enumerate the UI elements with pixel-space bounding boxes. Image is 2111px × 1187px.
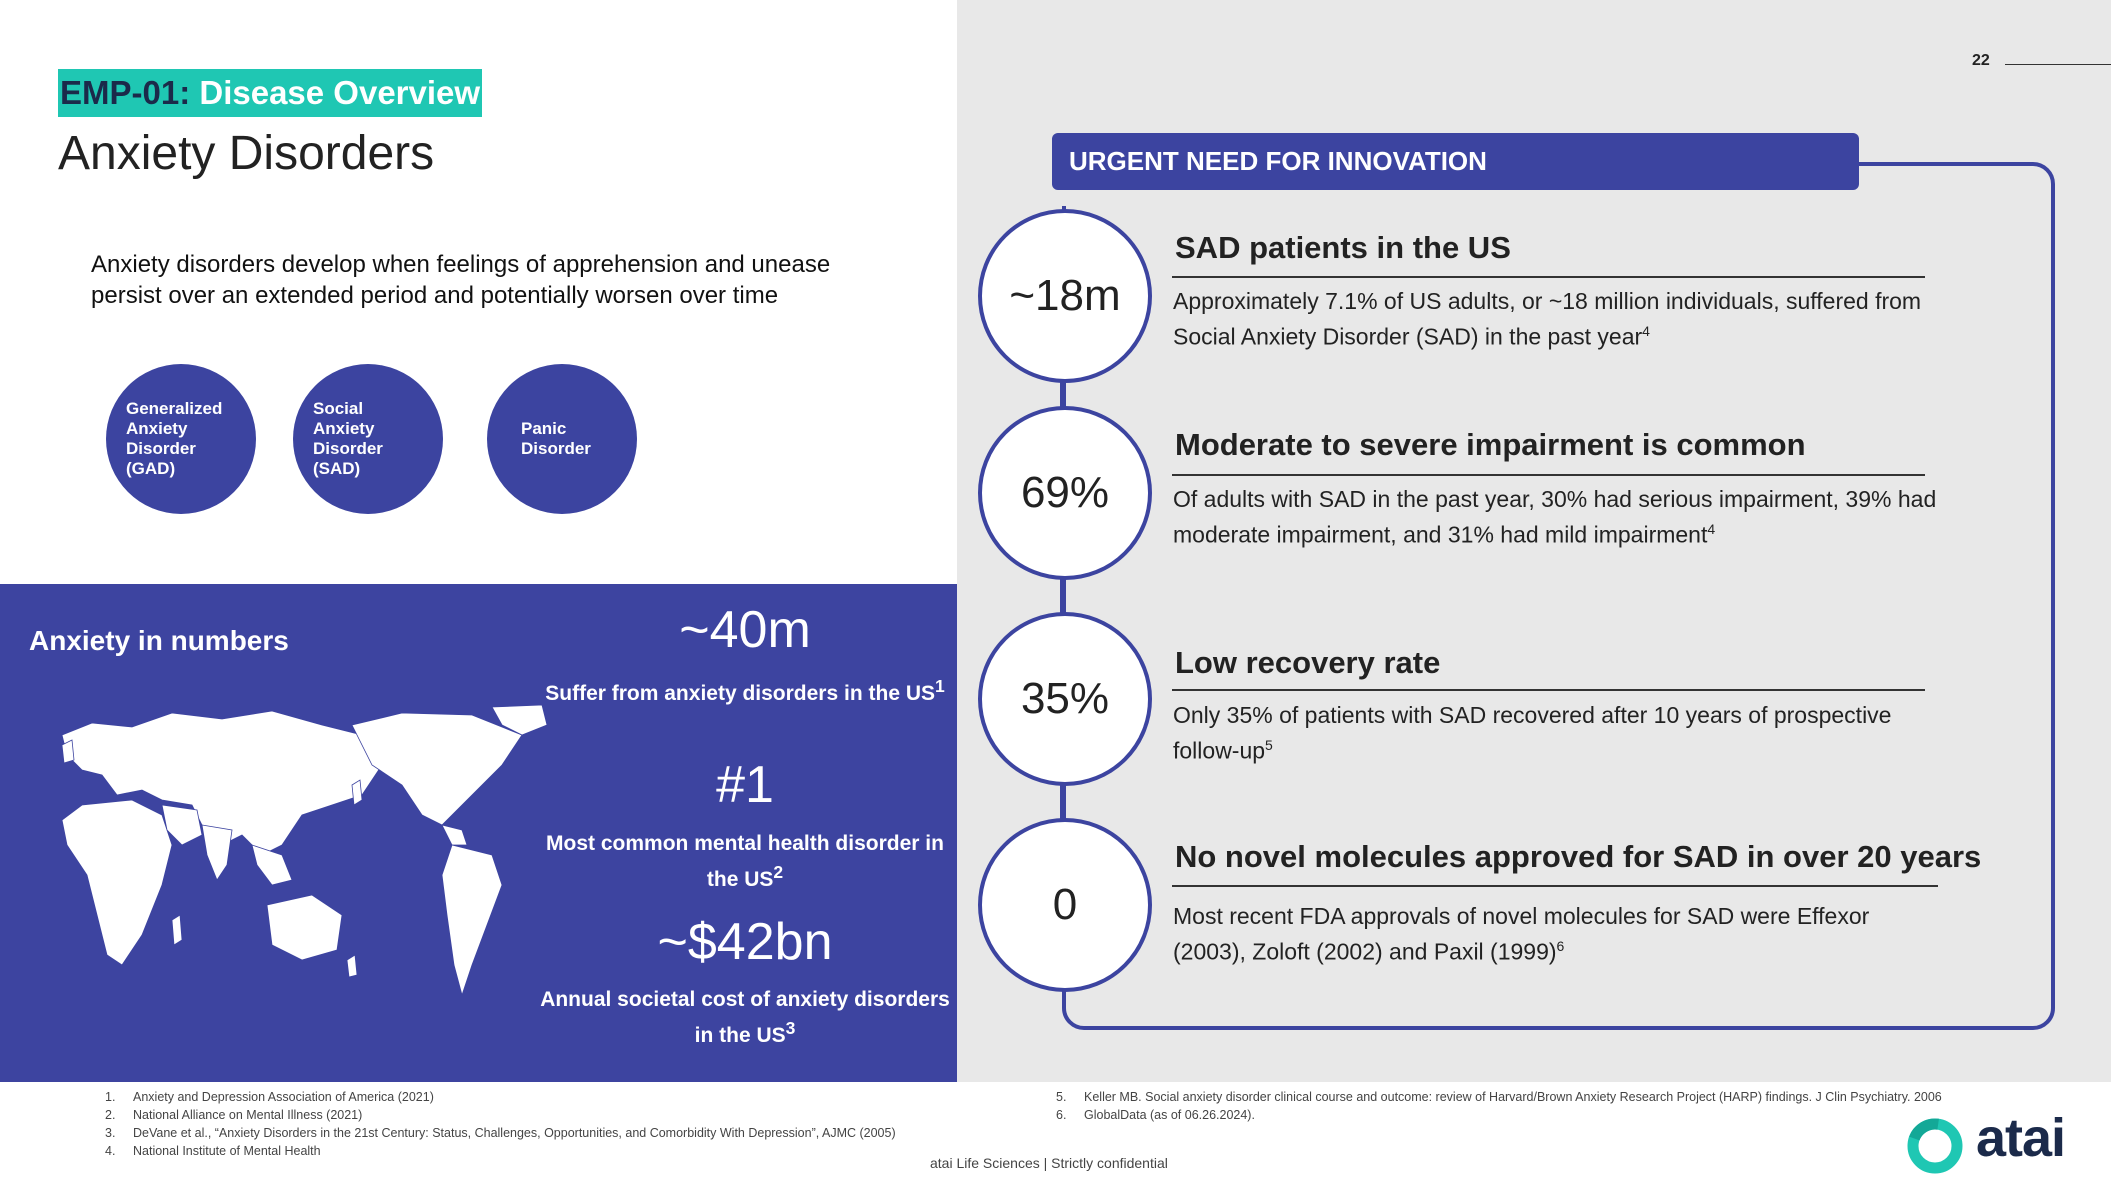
stat-value-rank: #1: [716, 756, 774, 814]
page-number-rule: [2005, 64, 2111, 65]
footnote-item: [105, 1124, 896, 1142]
atai-logo: [1906, 1108, 2096, 1175]
kpi-desc-patients-sup: 4: [1642, 323, 1650, 339]
footnote-text: GlobalData (as of 06.26.2024).: [1084, 1108, 1255, 1122]
stat-desc-sufferers-text: Suffer from anxiety disorders in the US: [545, 682, 936, 705]
stat-desc-rank: [530, 829, 960, 894]
kpi-desc-approvals-sup: 6: [1556, 938, 1565, 954]
stat-desc-cost-sup: 3: [785, 1018, 796, 1038]
kpi-desc-patients: [1173, 286, 1943, 352]
kpi-desc-approvals: [1173, 901, 1943, 967]
page-number: 22: [1972, 52, 1990, 69]
stat-desc-sufferers-sup: 1: [935, 676, 945, 696]
footnote-number: 3.: [105, 1126, 116, 1140]
logo-ring-icon: [1906, 1117, 1964, 1175]
section-tag-code: EMP-01:: [60, 74, 191, 111]
disorder-circle-panic: [487, 364, 637, 514]
stat-desc-rank-text: Most common mental health disorder in the US: [546, 832, 944, 891]
footnote-item: [1056, 1106, 1942, 1124]
intro-text: Anxiety disorders develop when feelings of apprehension and unease persist over an extended period and potentially worsen over time: [91, 251, 831, 309]
kpi-desc-recovery-sup: 5: [1265, 737, 1273, 753]
footnotes-left: [105, 1088, 896, 1160]
disorder-label-gad: Generalized Anxiety Disorder (GAD): [126, 399, 223, 478]
footnote-item: [1056, 1088, 1942, 1106]
kpi-heading-recovery: Low recovery rate: [1175, 645, 1441, 680]
section-tag-title: Disease Overview: [190, 74, 481, 111]
footnote-item: [105, 1142, 896, 1160]
kpi-circle-patients: ~18m: [978, 209, 1152, 383]
map-new-zealand: [347, 955, 357, 977]
footnote-text: Anxiety and Depression Association of America (2021): [133, 1090, 434, 1104]
kpi-desc-impairment-text: Of adults with SAD in the past year, 30% had serious impairment, 39% had moderate impairment, and 31% had mild impairment: [1173, 486, 1937, 548]
kpi-circle-approvals: 0: [978, 818, 1152, 992]
stat-value-sufferers: ~40m: [679, 601, 811, 659]
page-title: Anxiety Disorders: [58, 127, 435, 180]
kpi-desc-recovery-text: Only 35% of patients with SAD recovered after 10 years of prospective follow-up: [1173, 702, 1892, 764]
footnote-item: [105, 1088, 896, 1106]
footnote-item: [105, 1106, 896, 1124]
kpi-desc-impairment: [1173, 484, 1943, 550]
kpi-heading-approvals: No novel molecules approved for SAD in over 20 years: [1175, 839, 1982, 874]
disorder-label-panic: Panic Disorder: [521, 419, 591, 458]
footnotes-right: [1056, 1088, 1942, 1124]
kpi-circle-recovery: 35%: [978, 612, 1152, 786]
map-north-america: [352, 713, 522, 825]
kpi-rule-recovery: [1172, 689, 1925, 691]
frame-gap: [1055, 190, 1069, 206]
map-southeast-asia: [252, 845, 292, 885]
stat-desc-rank-sup: 2: [773, 862, 784, 882]
map-australia: [267, 895, 342, 960]
map-india: [202, 825, 232, 880]
kpi-desc-impairment-sup: 4: [1707, 521, 1716, 537]
footnote-number: 6.: [1056, 1108, 1067, 1122]
kpi-circle-impairment: 69%: [978, 406, 1152, 580]
footnote-text: National Alliance on Mental Illness (2021): [133, 1108, 363, 1122]
confidentiality-note: atai Life Sciences | Strictly confidential: [930, 1155, 1168, 1171]
map-madagascar: [172, 915, 182, 945]
section-tag: [58, 69, 482, 117]
stat-desc-cost: [530, 985, 960, 1050]
footnote-text: National Institute of Mental Health: [133, 1144, 321, 1158]
kpi-rule-impairment: [1172, 474, 1925, 476]
footnote-number: 1.: [105, 1090, 116, 1104]
footnote-number: 4.: [105, 1144, 116, 1158]
world-map: [22, 705, 552, 1005]
anxiety-numbers-title: Anxiety in numbers: [29, 625, 289, 656]
footnote-number: 5.: [1056, 1090, 1067, 1104]
map-japan: [352, 780, 362, 805]
logo-wordmark: atai: [1976, 1108, 2066, 1168]
disorder-label-sad: Social Anxiety Disorder (SAD): [313, 399, 383, 478]
kpi-rule-approvals: [1172, 885, 1938, 887]
stat-desc-cost-text: Annual societal cost of anxiety disorders in the US: [540, 988, 950, 1047]
map-africa: [62, 800, 172, 965]
kpi-heading-impairment: Moderate to severe impairment is common: [1175, 427, 1806, 462]
footnote-number: 2.: [105, 1108, 116, 1122]
disorder-circle-sad: [293, 364, 443, 514]
footnote-text: DeVane et al., “Anxiety Disorders in the 21st Century: Status, Challenges, Opportunities, and Comorbidity With Depression”, AJMC (2005): [133, 1126, 896, 1140]
disorder-circle-gad: [106, 364, 256, 514]
stat-value-cost: ~$42bn: [657, 913, 833, 971]
kpi-desc-recovery: [1173, 700, 1943, 766]
urgent-header: URGENT NEED FOR INNOVATION: [1052, 133, 1859, 190]
kpi-desc-approvals-text: Most recent FDA approvals of novel molecules for SAD were Effexor (2003), Zoloft (2002) and Paxil (1999): [1173, 903, 1870, 965]
map-central-america: [442, 825, 467, 845]
map-south-america: [442, 845, 502, 995]
kpi-rule-patients: [1172, 276, 1925, 278]
stat-desc-sufferers: [530, 672, 960, 708]
kpi-heading-patients: SAD patients in the US: [1175, 230, 1511, 265]
kpi-desc-patients-text: Approximately 7.1% of US adults, or ~18 million individuals, suffered from Social Anxiety Disorder (SAD) in the past year: [1173, 288, 1922, 350]
footnote-text: Keller MB. Social anxiety disorder clinical course and outcome: review of Harvard/Brown Anxiety Research Project (HARP) findings. J Clin Psychiatry. 2006: [1084, 1090, 1942, 1104]
